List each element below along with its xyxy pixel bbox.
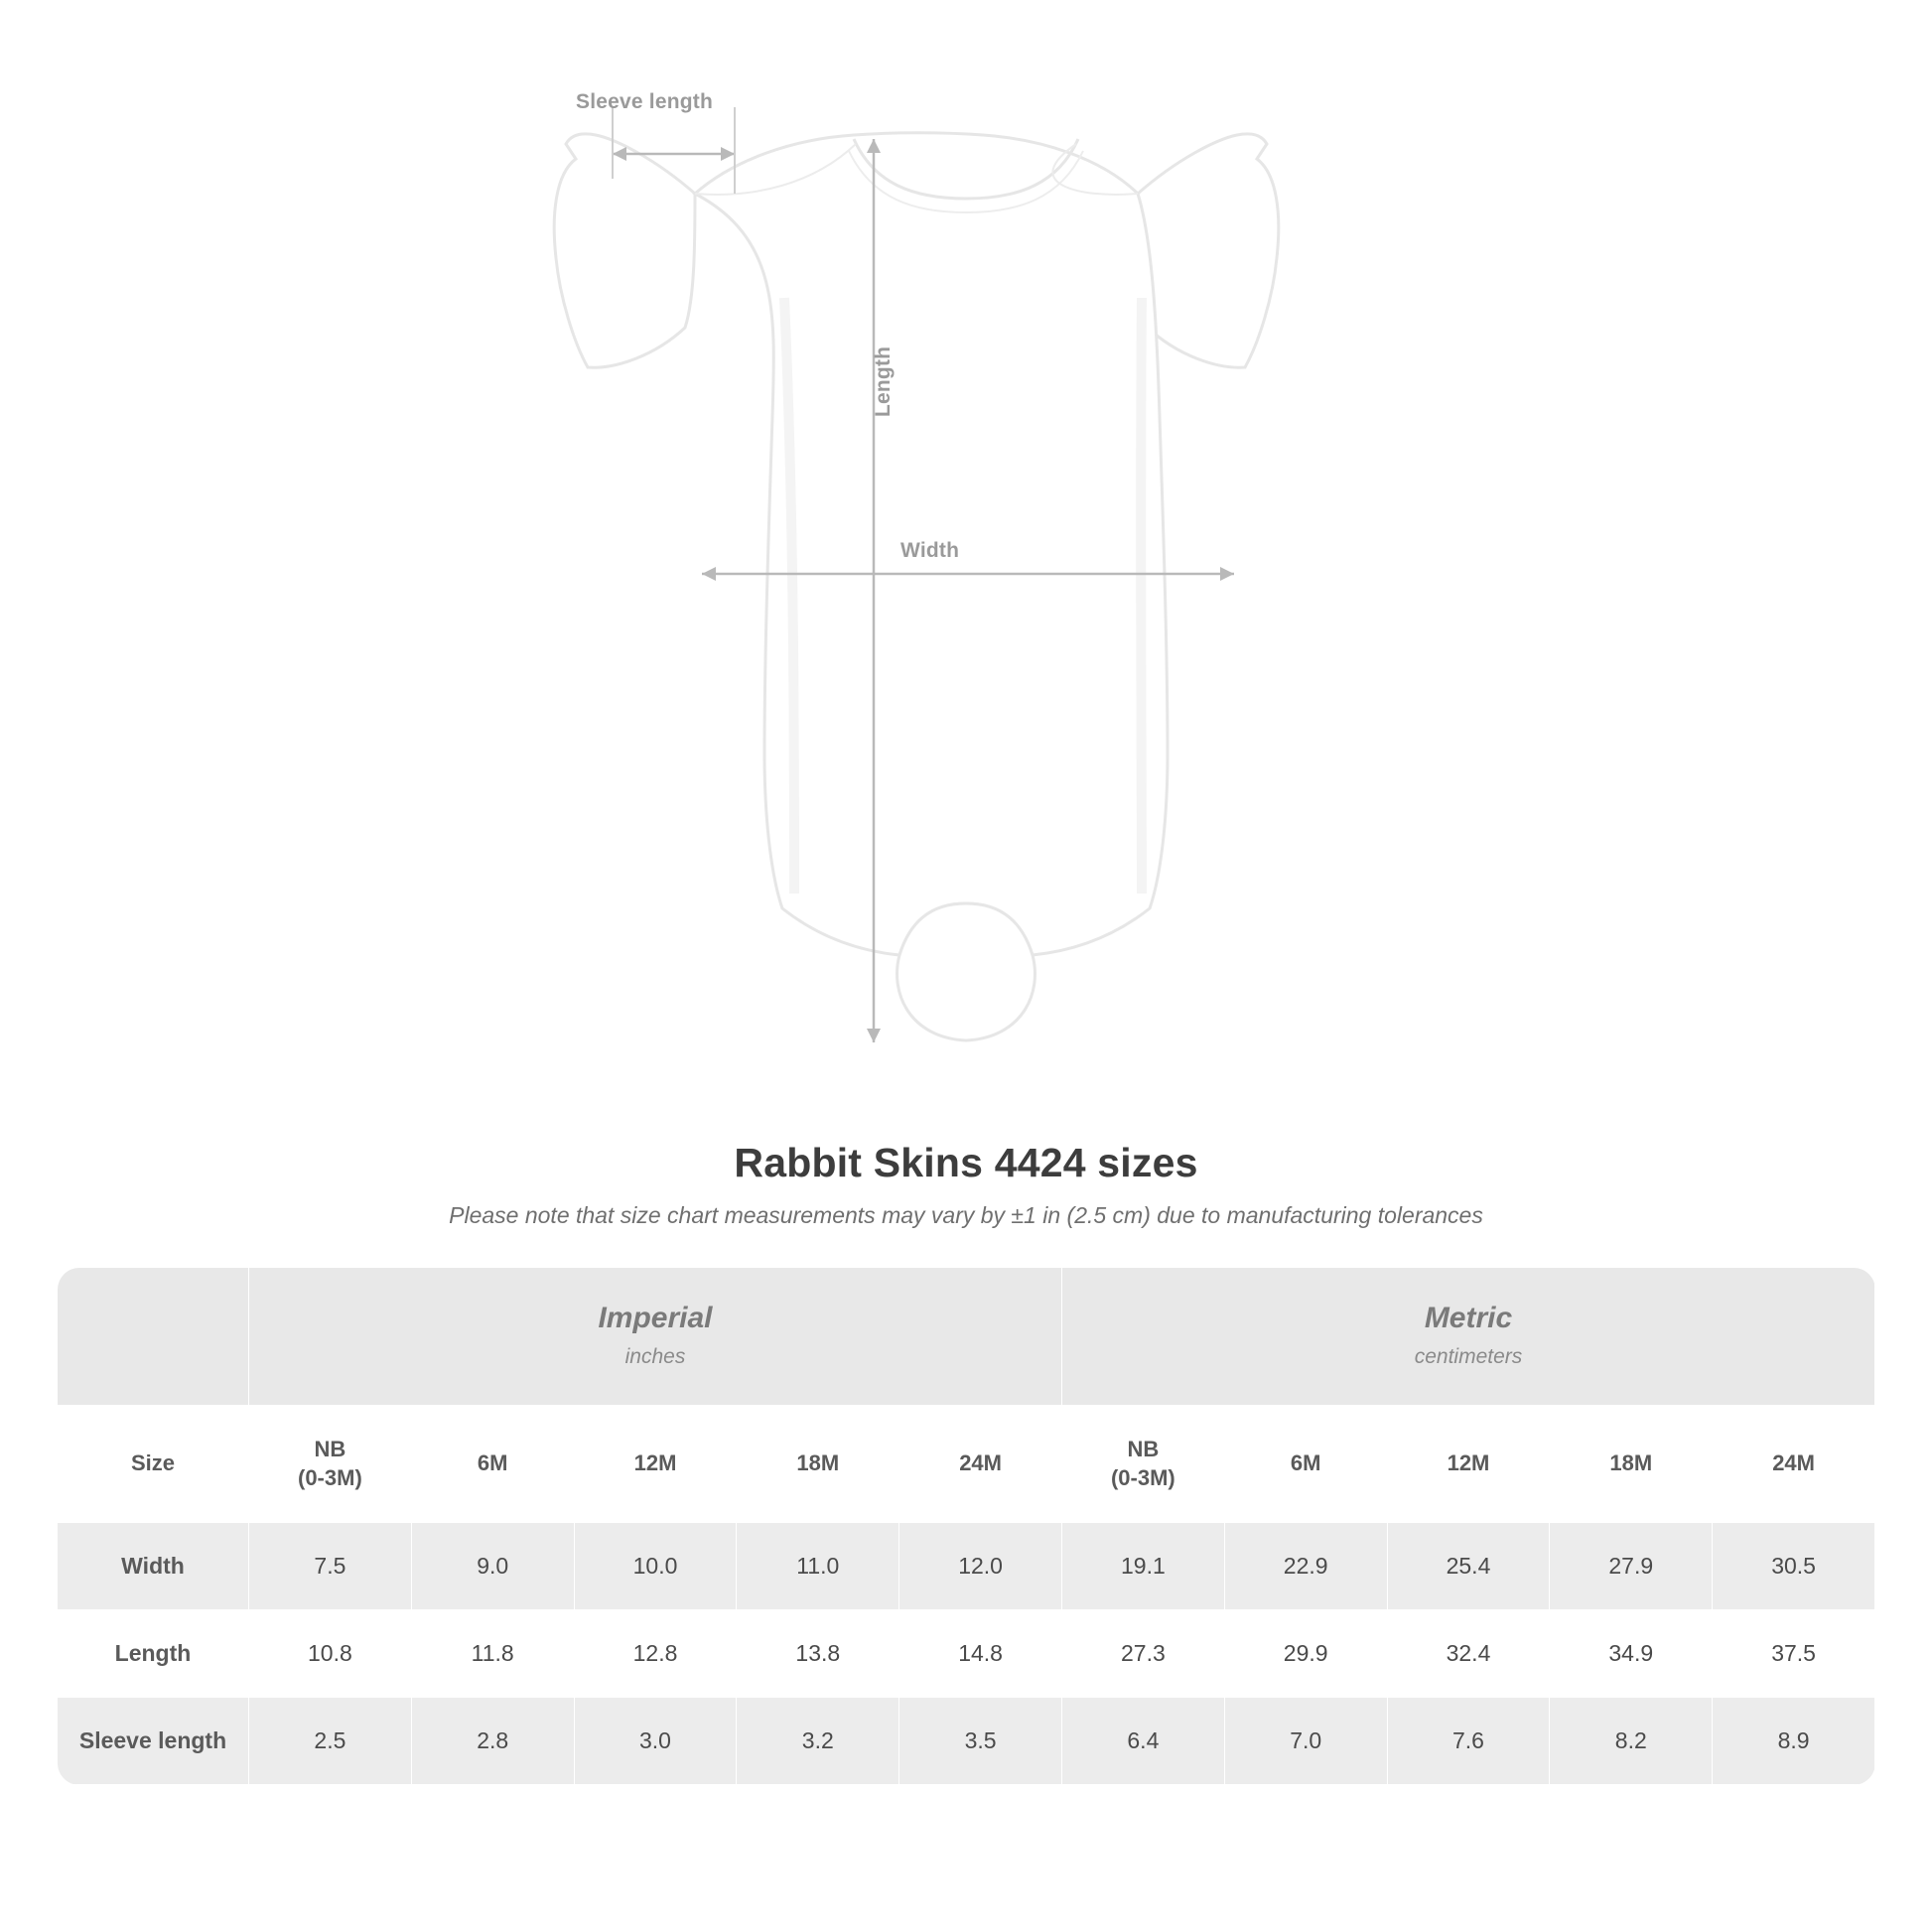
column-header-18m-metric: 18M <box>1550 1406 1713 1523</box>
column-header-nb-metric <box>1061 1406 1224 1523</box>
unit-group-metric-name: Metric <box>1424 1302 1513 1334</box>
unit-group-imperial <box>249 1268 1062 1406</box>
cell-sleeve-24m-cm: 8.9 <box>1713 1698 1875 1785</box>
size-header-cell: Size <box>58 1406 249 1523</box>
cell-sleeve-24m-in: 3.5 <box>899 1698 1062 1785</box>
cell-length-12m-in: 12.8 <box>574 1610 737 1698</box>
cell-width-nb-in: 7.5 <box>249 1523 412 1610</box>
cell-length-6m-cm: 29.9 <box>1224 1610 1387 1698</box>
cell-width-nb-cm: 19.1 <box>1061 1523 1224 1610</box>
unit-header-spacer <box>58 1268 249 1406</box>
column-header-6m-imperial: 6M <box>411 1406 574 1523</box>
cell-sleeve-12m-in: 3.0 <box>574 1698 737 1785</box>
cell-sleeve-18m-in: 3.2 <box>737 1698 899 1785</box>
cell-width-18m-cm: 27.9 <box>1550 1523 1713 1610</box>
cell-length-24m-cm: 37.5 <box>1713 1610 1875 1698</box>
table-row <box>58 1698 1875 1785</box>
cell-sleeve-6m-cm: 7.0 <box>1224 1698 1387 1785</box>
cell-width-24m-in: 12.0 <box>899 1523 1062 1610</box>
column-header-nb-imperial <box>249 1406 412 1523</box>
unit-group-metric <box>1061 1268 1874 1406</box>
table-row <box>58 1610 1875 1698</box>
cell-sleeve-nb-cm: 6.4 <box>1061 1698 1224 1785</box>
column-header-24m-metric: 24M <box>1713 1406 1875 1523</box>
column-header-6m-metric: 6M <box>1224 1406 1387 1523</box>
column-header-12m-imperial: 12M <box>574 1406 737 1523</box>
unit-group-metric-sub: centimeters <box>1414 1345 1523 1368</box>
cell-sleeve-18m-cm: 8.2 <box>1550 1698 1713 1785</box>
cell-sleeve-nb-in: 2.5 <box>249 1698 412 1785</box>
cell-sleeve-12m-cm: 7.6 <box>1387 1698 1550 1785</box>
cell-length-18m-in: 13.8 <box>737 1610 899 1698</box>
column-header-12m-metric: 12M <box>1387 1406 1550 1523</box>
tolerance-note: Please note that size chart measurements may vary by ±1 in (2.5 cm) due to manufacturing tolerances <box>449 1202 1483 1228</box>
column-header-24m-imperial: 24M <box>899 1406 1062 1523</box>
cell-length-12m-cm: 32.4 <box>1387 1610 1550 1698</box>
cell-length-6m-in: 11.8 <box>411 1610 574 1698</box>
cell-sleeve-6m-in: 2.8 <box>411 1698 574 1785</box>
cell-length-24m-in: 14.8 <box>899 1610 1062 1698</box>
row-label-length: Length <box>58 1610 249 1698</box>
column-header-18m-imperial: 18M <box>737 1406 899 1523</box>
unit-group-imperial-name: Imperial <box>598 1302 713 1334</box>
cell-length-18m-cm: 34.9 <box>1550 1610 1713 1698</box>
page-title: Rabbit Skins 4424 sizes <box>734 1140 1198 1185</box>
row-label-width: Width <box>58 1523 249 1610</box>
cell-width-6m-in: 9.0 <box>411 1523 574 1610</box>
width-dimension-label: Width <box>900 539 960 562</box>
size-table <box>57 1267 1875 1785</box>
sleeve-length-dimension-label: Sleeve length <box>576 90 713 113</box>
column-header-label: NB <box>314 1437 346 1461</box>
unit-header-row <box>58 1268 1875 1406</box>
bodysuit-shape <box>554 133 1279 1040</box>
column-header-sub: (0-3M) <box>298 1464 362 1490</box>
size-table-container <box>57 1267 1875 1785</box>
cell-width-24m-cm: 30.5 <box>1713 1523 1875 1610</box>
cell-length-nb-in: 10.8 <box>249 1610 412 1698</box>
title-block <box>0 1140 1932 1229</box>
cell-width-6m-cm: 22.9 <box>1224 1523 1387 1610</box>
cell-width-18m-in: 11.0 <box>737 1523 899 1610</box>
unit-group-imperial-sub: inches <box>624 1345 686 1368</box>
column-header-sub: (0-3M) <box>1110 1464 1175 1490</box>
column-header-label: NB <box>1127 1437 1160 1461</box>
length-dimension-label: Length <box>872 345 895 417</box>
cell-length-nb-cm: 27.3 <box>1061 1610 1224 1698</box>
cell-width-12m-in: 10.0 <box>574 1523 737 1610</box>
cell-width-12m-cm: 25.4 <box>1387 1523 1550 1610</box>
table-row <box>58 1523 1875 1610</box>
column-header-row <box>58 1406 1875 1523</box>
row-label-sleeve-length: Sleeve length <box>58 1698 249 1785</box>
